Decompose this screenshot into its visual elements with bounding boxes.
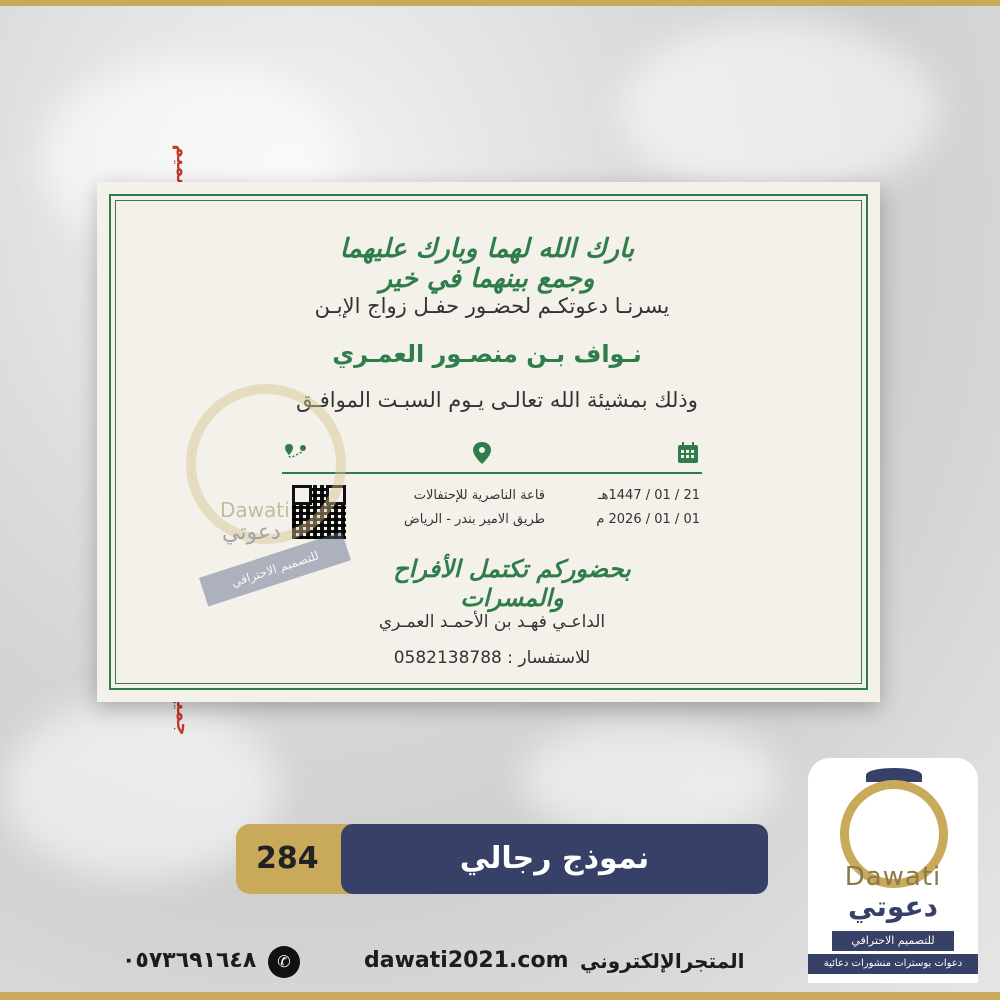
footer-website[interactable]: dawati2021.com: [364, 948, 569, 973]
venue-address: طريق الامير بندر - الرياض: [404, 512, 545, 527]
brand-subtitle: للتصميم الاحترافي: [832, 931, 954, 951]
bottom-gold-stripe: [0, 992, 1000, 1000]
inquiry-phone: للاستفسار : 0582138788: [393, 648, 591, 668]
model-title: نموذج رجالي: [341, 824, 768, 894]
watermark-band: للتصميم الاحترافي: [199, 532, 351, 607]
brand-tagline: دعوات بوسترات منشورات دعائية: [808, 954, 978, 974]
hijri-date: 21 / 01 / 1447هـ: [597, 488, 700, 503]
gregorian-date: 01 / 01 / 2026 م: [596, 512, 700, 527]
top-gold-stripe: [0, 0, 1000, 6]
watermark-latin: Dawati: [220, 498, 290, 522]
footer-phone[interactable]: ٠٥٧٣٦٩١٦٤٨: [122, 948, 257, 973]
footer-store-label: المتجرالإلكتروني: [580, 949, 745, 973]
groom-name: نـواف بـن منصـور العمـري: [332, 340, 642, 368]
invite-line: يسرنـا دعوتكـم لحضـور حفـل زواج الإبـن: [314, 294, 670, 318]
host-name: الداعـي فهـد بن الأحمـد العمـري: [378, 612, 606, 632]
calendar-icon: [675, 440, 701, 466]
model-number-badge: 284: [236, 824, 381, 894]
blessing-calligraphy: بارك الله لهما وبارك عليهما وجمع بينهما في خير: [339, 234, 635, 294]
whatsapp-icon[interactable]: ✆: [268, 946, 300, 978]
brand-logo-panel: [808, 758, 978, 983]
brand-arabic-name: دعوتي: [848, 890, 938, 923]
watermark-arabic: دعوتي: [222, 520, 281, 545]
watermark-logo: [180, 378, 352, 598]
brand-latin-name: Dawati: [844, 862, 942, 892]
occasion-line: وذلك بمشيئة الله تعالـى يـوم السبـت الموافـق: [296, 388, 698, 412]
location-pin-icon: [469, 440, 495, 466]
venue-name: قاعة الناصرية للإحتفالات: [413, 488, 545, 503]
closing-calligraphy: بحضوركم تكتمل الأفراح والمسرات: [393, 554, 631, 612]
